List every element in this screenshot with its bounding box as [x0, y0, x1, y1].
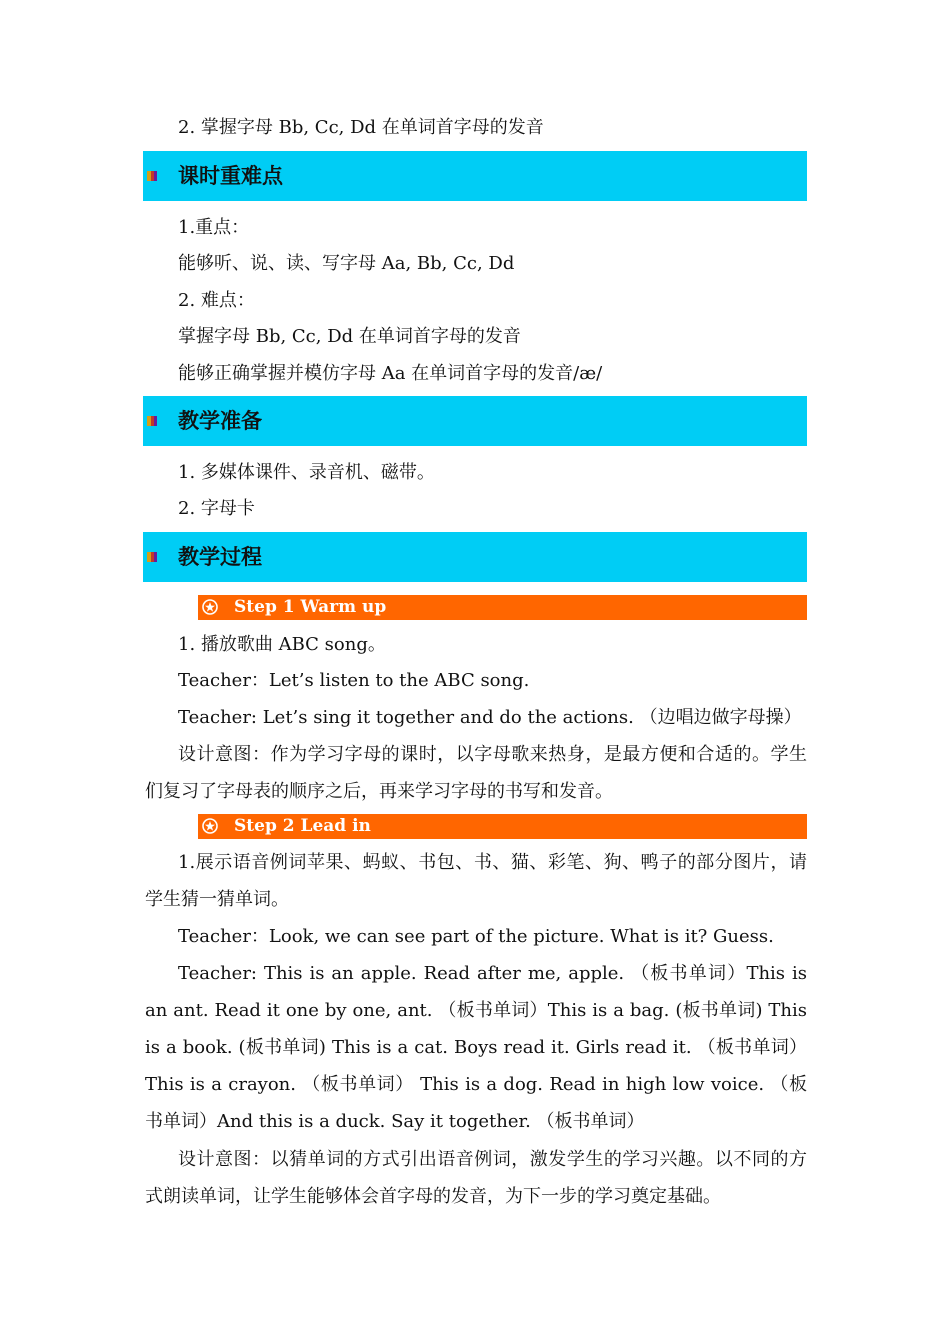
- difficulty-item: 2. 难点：: [178, 290, 255, 311]
- step1-design-intent: 设计意图：作为学习字母的课时，以字母歌来热身，是最方便和合适的。学生们复习了字母表的顺序之后，再来学习字母的书写和发音。: [145, 744, 807, 802]
- section-title-preparation: 教学准备: [178, 409, 262, 433]
- step-label: Step 1 Warm up: [234, 597, 387, 617]
- step2-paragraph: Teacher：Look, we can see part of the picture. What is it? Guess.: [178, 926, 774, 947]
- difficulty-item: 能够听、说、读、写字母 Aa, Bb, Cc, Dd: [178, 253, 515, 274]
- step-bar-lead-in: [198, 814, 807, 839]
- star-circle-icon: [202, 599, 218, 615]
- book-bullet-icon: [146, 415, 158, 427]
- difficulty-item: 1.重点：: [178, 217, 250, 238]
- section-bar-difficulty: [143, 151, 807, 201]
- section-title-process: 教学过程: [178, 545, 262, 569]
- step1-line: Teacher: Let’s sing it together and do the actions. （边唱边做字母操）: [178, 707, 802, 728]
- star-circle-icon: [202, 818, 218, 834]
- step2-paragraph: Teacher: This is an apple. Read after me, apple. （板书单词）This is an ant. Read it one by one, ant. （板书单词）This is a bag. (板书单词) This is a book. (板书单词) This is a cat. Boys read it. Girls read it. （板书单词） This is a crayon. （板书单词） This is a dog. Read in high low voice. （板书单词）And this is a duck. Say it together. （板书单词）: [145, 963, 807, 1132]
- step-label: Step 2 Lead in: [234, 816, 371, 836]
- step1-line: Teacher：Let’s listen to the ABC song.: [178, 670, 530, 691]
- section-bar-process: [143, 532, 807, 582]
- step2-paragraph: 1.展示语音例词苹果、蚂蚁、书包、书、猫、彩笔、狗、鸭子的部分图片，请学生猜一猜单词。: [145, 852, 807, 910]
- step-bar-warm-up: [198, 595, 807, 620]
- section-bar-preparation: [143, 396, 807, 446]
- difficulty-item: 掌握字母 Bb, Cc, Dd 在单词首字母的发音: [178, 326, 521, 347]
- objective-item-2: 2. 掌握字母 Bb, Cc, Dd 在单词首字母的发音: [178, 117, 544, 138]
- section-title-difficulty: 课时重难点: [178, 164, 283, 188]
- book-bullet-icon: [146, 170, 158, 182]
- preparation-item: 2. 字母卡: [178, 498, 255, 519]
- step1-line: 1. 播放歌曲 ABC song。: [178, 634, 386, 655]
- preparation-item: 1. 多媒体课件、录音机、磁带。: [178, 462, 435, 483]
- book-bullet-icon: [146, 551, 158, 563]
- step2-design-intent: 设计意图：以猜单词的方式引出语音例词，激发学生的学习兴趣。以不同的方式朗读单词，让学生能够体会首字母的发音，为下一步的学习奠定基础。: [145, 1149, 807, 1207]
- difficulty-item: 能够正确掌握并模仿字母 Aa 在单词首字母的发音/æ/: [178, 363, 603, 384]
